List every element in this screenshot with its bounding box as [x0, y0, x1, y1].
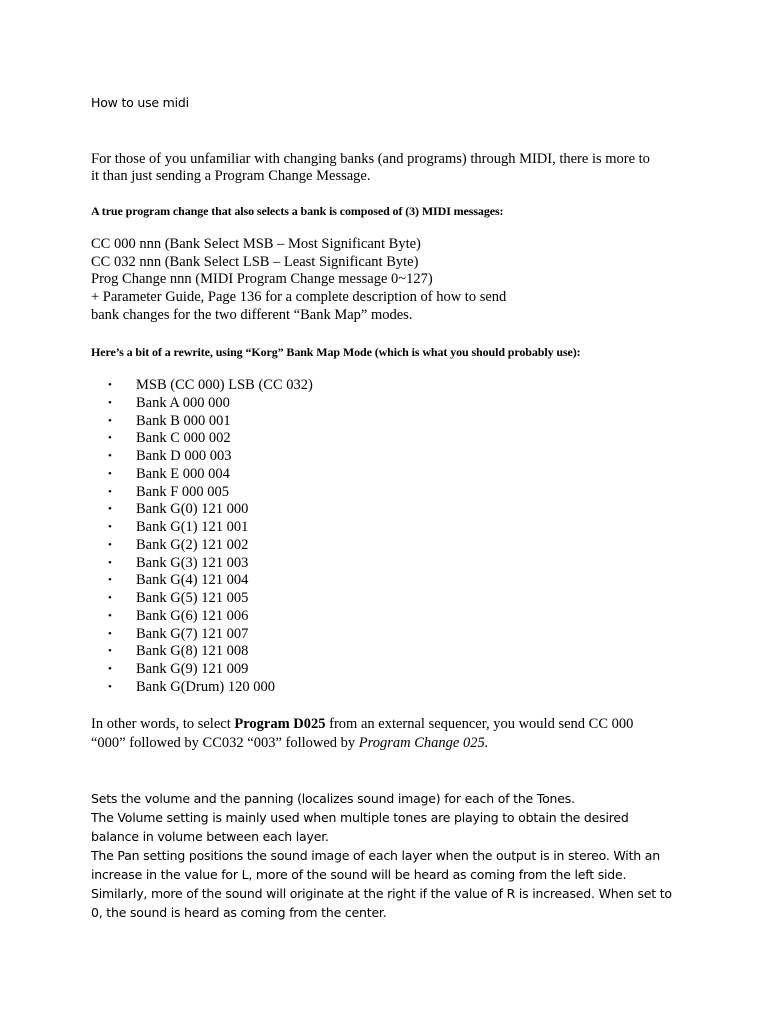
list-item-text: Bank G(9) 121 009	[136, 661, 249, 677]
list-item-text: Bank G(4) 121 004	[136, 572, 249, 589]
intro-line: it than just sending a Program Change Message.	[91, 168, 371, 184]
bullet-icon: •	[108, 396, 112, 409]
cc-line: CC 032 nnn (Bank Select LSB – Least Significant Byte)	[91, 253, 419, 270]
paragraph-line: The Volume setting is mainly used when multiple tones are playing to obtain the desired	[91, 810, 629, 825]
list-item	[108, 501, 313, 519]
list-item	[108, 643, 313, 661]
section-heading: A true program change that also selects a bank is composed of (3) MIDI messages:	[91, 204, 504, 218]
bullet-icon: •	[108, 414, 112, 427]
example-text: In other words, to select	[91, 716, 235, 732]
list-item-text: Bank G(8) 121 008	[136, 643, 249, 660]
paragraph-line: Sets the volume and the panning (localizes sound image) for each of the Tones.	[91, 791, 575, 806]
list-item	[108, 679, 313, 697]
bullet-icon: •	[108, 379, 112, 391]
list-item-text: Bank A 000 000	[136, 394, 230, 411]
cc-line: bank changes for the two different “Bank Map” modes.	[91, 306, 413, 323]
intro-paragraph	[91, 151, 650, 185]
bullet-icon: •	[108, 556, 112, 569]
bullet-icon: •	[108, 609, 112, 622]
example-paragraph	[91, 715, 633, 753]
program-change-text: Program Change 025.	[358, 735, 489, 751]
list-item-text: Bank G(6) 121 006	[136, 607, 249, 624]
bullet-icon: •	[108, 485, 112, 498]
list-item	[108, 572, 313, 590]
list-item	[108, 395, 313, 413]
cc-line: Prog Change nnn (MIDI Program Change message 0~127)	[91, 271, 433, 288]
volume-pan-paragraph	[91, 789, 672, 922]
cc-line: CC 000 nnn (Bank Select MSB – Most Significant Byte)	[91, 236, 421, 252]
paragraph-line: 0, the sound is heard as coming from the center.	[91, 905, 387, 920]
intro-line: For those of you unfamiliar with changing banks (and programs) through MIDI, there is more to	[91, 151, 650, 167]
cc-message-list	[91, 236, 506, 325]
list-item-text: Bank G(2) 121 002	[136, 536, 249, 553]
paragraph-line: The Pan setting positions the sound image of each layer when the output is in stereo. With an	[91, 848, 660, 863]
list-item-text: Bank F 000 005	[136, 483, 230, 500]
list-item-text: Bank G(5) 121 005	[136, 590, 249, 606]
bullet-icon: •	[108, 503, 112, 516]
list-item	[108, 484, 313, 502]
list-item	[108, 626, 313, 644]
list-item-text: Bank E 000 004	[136, 465, 230, 482]
list-item	[108, 430, 313, 448]
bullet-icon: •	[108, 432, 112, 445]
example-text: from an external sequencer, you would send CC 000	[325, 716, 634, 732]
list-item-text: Bank B 000 001	[136, 412, 231, 429]
bullet-icon: •	[108, 467, 112, 480]
list-item	[108, 608, 313, 626]
list-item	[108, 555, 313, 573]
bullet-icon: •	[108, 450, 112, 462]
list-item-text: Bank G(3) 121 003	[136, 554, 249, 571]
list-item-text: Bank C 000 002	[136, 430, 231, 447]
example-line	[91, 715, 633, 734]
program-name: Program D025	[234, 716, 326, 732]
bullet-icon: •	[108, 574, 112, 587]
list-item	[108, 448, 313, 466]
paragraph-line: increase in the value for L, more of the sound will be heard as coming from the left side.	[91, 867, 627, 882]
bullet-icon: •	[108, 663, 112, 675]
bullet-icon: •	[108, 538, 112, 551]
list-item-text: Bank G(0) 121 000	[136, 501, 249, 518]
list-item-text: Bank G(1) 121 001	[136, 519, 249, 535]
bullet-icon: •	[108, 592, 112, 604]
bank-list	[108, 377, 313, 697]
list-item	[108, 519, 313, 537]
list-item-text: Bank G(7) 121 007	[136, 625, 249, 642]
cc-line: + Parameter Guide, Page 136 for a complete description of how to send	[91, 289, 507, 306]
list-item	[108, 413, 313, 431]
bullet-icon: •	[108, 680, 112, 693]
page-title: How to use midi	[91, 95, 189, 110]
list-item	[108, 466, 313, 484]
list-item	[108, 590, 313, 608]
bullet-icon: •	[108, 627, 112, 640]
paragraph-line: balance in volume between each layer.	[91, 829, 329, 844]
list-item	[108, 537, 313, 555]
list-item-text: Bank D 000 003	[136, 448, 232, 464]
list-item-text: Bank G(Drum) 120 000	[136, 678, 275, 695]
bullet-icon: •	[108, 521, 112, 533]
bullet-icon: •	[108, 645, 112, 658]
list-item	[108, 661, 313, 679]
list-item	[108, 377, 313, 395]
paragraph-line: Similarly, more of the sound will originate at the right if the value of R is increased. When set to	[91, 886, 672, 901]
example-text: “000” followed by CC032 “003” followed by	[91, 735, 359, 751]
list-item-text: MSB (CC 000) LSB (CC 032)	[136, 377, 313, 393]
section-heading: Here’s a bit of a rewrite, using “Korg” Bank Map Mode (which is what you should probably use):	[91, 345, 581, 359]
example-line	[91, 734, 633, 753]
